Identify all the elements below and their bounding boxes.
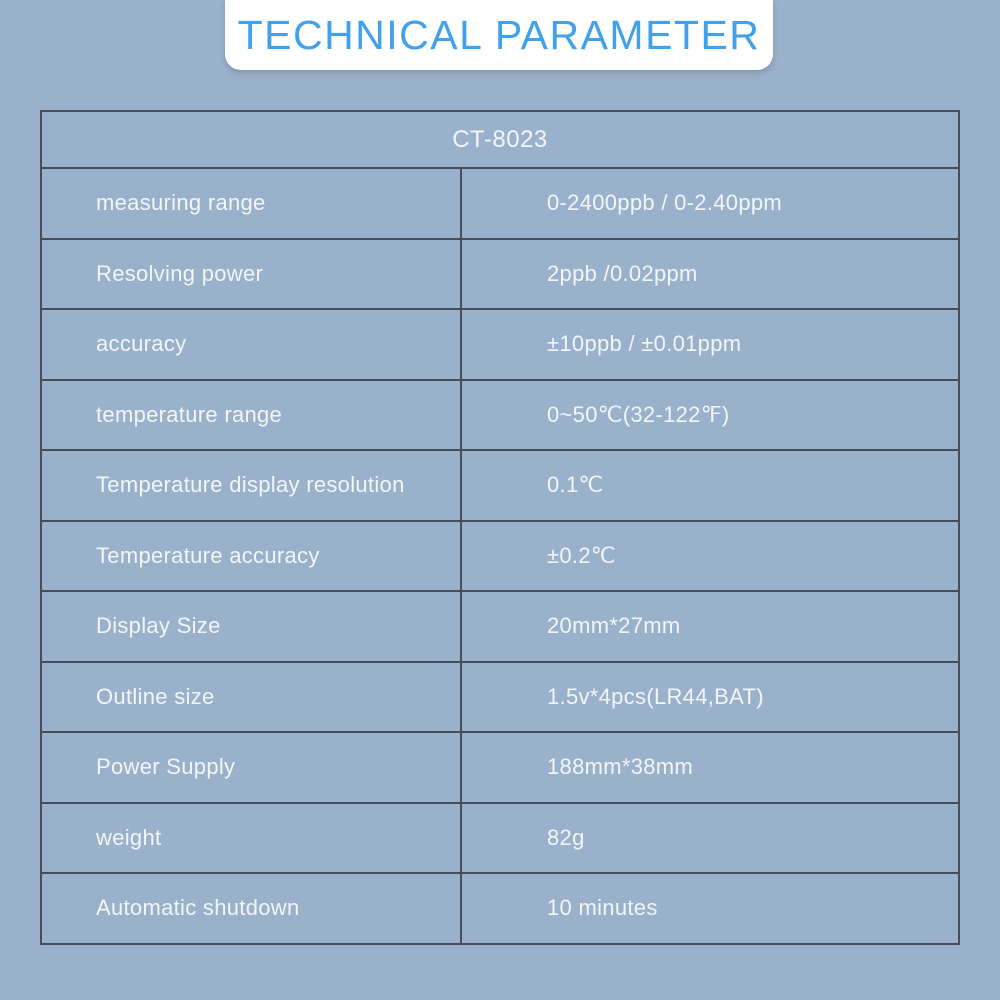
row-label: Power Supply xyxy=(42,733,462,802)
table-body xyxy=(42,167,958,943)
row-value: 0-2400ppb / 0-2.40ppm xyxy=(547,190,783,216)
table-row xyxy=(42,661,958,732)
table-row xyxy=(42,449,958,520)
row-value: ±10ppb / ±0.01ppm xyxy=(547,331,742,357)
table-row xyxy=(42,379,958,450)
table-row xyxy=(42,167,958,238)
row-value: 82g xyxy=(547,824,585,850)
row-label: temperature range xyxy=(42,381,462,450)
row-label: Outline size xyxy=(42,663,462,732)
row-label: Resolving power xyxy=(42,240,462,309)
row-value: 20mm*27mm xyxy=(547,613,681,639)
row-label: Temperature display resolution xyxy=(42,451,462,520)
row-label: Temperature accuracy xyxy=(42,522,462,591)
row-label: Display Size xyxy=(42,592,462,661)
table-row xyxy=(42,238,958,309)
row-label: Automatic shutdown xyxy=(42,874,462,943)
page-title: TECHNICAL PARAMETER xyxy=(237,11,761,58)
model-header-row xyxy=(42,112,958,167)
row-value: 1.5v*4pcs(LR44,BAT) xyxy=(547,683,764,709)
table-row xyxy=(42,520,958,591)
row-label: measuring range xyxy=(42,169,462,238)
row-label: accuracy xyxy=(42,310,462,379)
row-value: ±0.2℃ xyxy=(547,542,616,568)
title-banner xyxy=(225,0,773,70)
row-value: 0~50℃(32-122℉) xyxy=(547,401,730,427)
row-value: 10 minutes xyxy=(547,895,658,921)
spec-table xyxy=(40,110,960,945)
model-name: CT-8023 xyxy=(452,125,548,153)
row-value: 2ppb /0.02ppm xyxy=(547,260,698,286)
table-row xyxy=(42,731,958,802)
table-row xyxy=(42,308,958,379)
row-label: weight xyxy=(42,804,462,873)
table-row xyxy=(42,802,958,873)
table-row xyxy=(42,872,958,943)
row-value: 0.1℃ xyxy=(547,472,604,498)
table-row xyxy=(42,590,958,661)
row-value: 188mm*38mm xyxy=(547,754,694,780)
